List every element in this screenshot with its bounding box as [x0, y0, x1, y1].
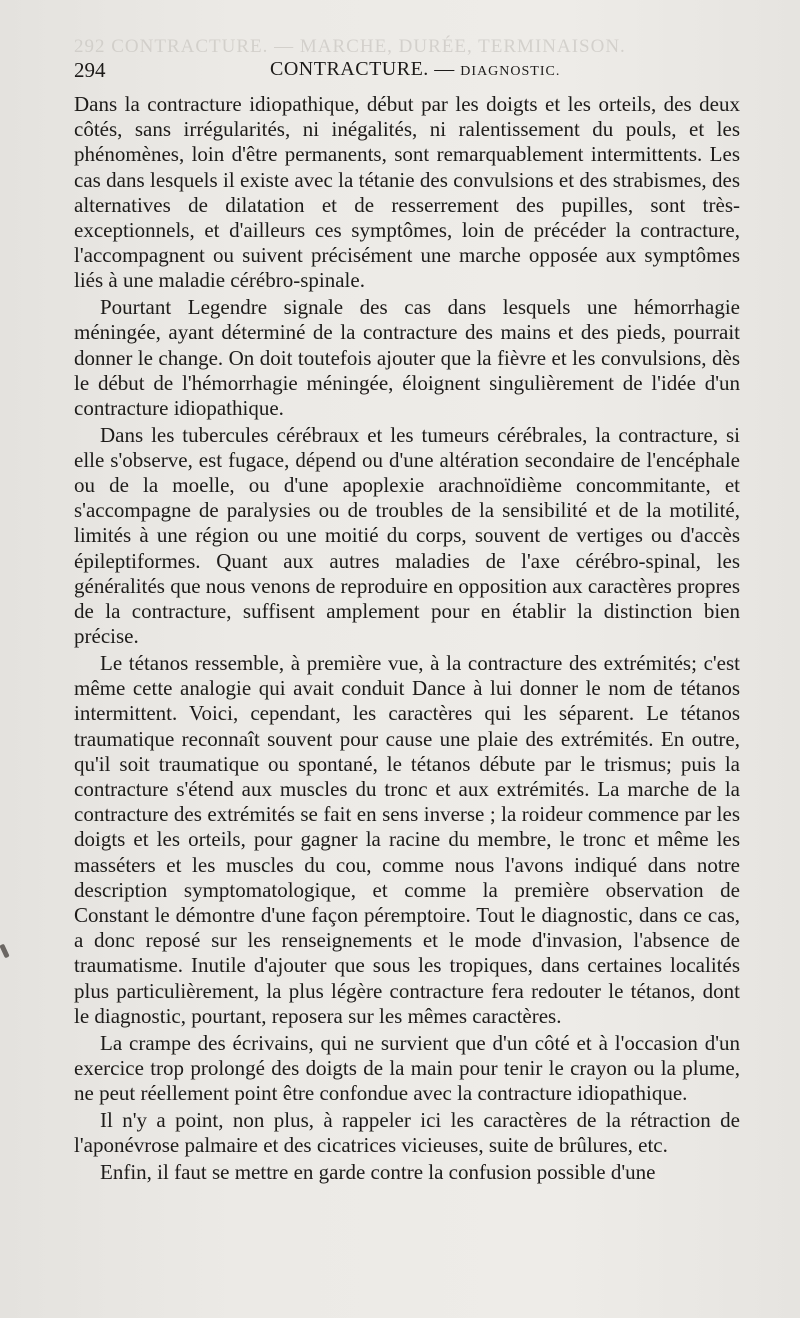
- margin-ink-mark: [0, 944, 10, 959]
- running-title: [270, 58, 560, 81]
- show-through-header: 292 CONTRACTURE. — MARCHE, DURÉE, TERMINAISON.: [74, 36, 626, 57]
- page-number: 294: [74, 58, 106, 82]
- paragraph-1: Dans la contracture idiopathique, début par les doigts et les orteils, des deux côtés, sans irrégularités, ni inégalités, ni ralentissement du pouls, et les phénomènes, loin d'être permanents, sont remarquablement intermittents. Les cas dans lesquels il existe avec la tétanie des convulsions et des strabismes, des alternatives de dilatation et de resserrement des pupilles, sont très-exceptionnels, et d'ailleurs ces symptômes, loin de précéder la contracture, l'accompagnent ou suivent précisément une marche opposée aux symptômes liés à une maladie cérébro-spinale.: [74, 92, 740, 293]
- paragraph-3: Dans les tubercules cérébraux et les tumeurs cérébrales, la contracture, si elle s'observe, est fugace, dépend ou d'une altération secondaire de l'encéphale ou de la moelle, ou d'une apoplexie arachnoïdième concommitante, et s'accompagne de paralysies ou de troubles de la sensibilité et de la motilité, limités à une région ou une moitié du corps, souvent de vertiges ou d'accès épileptiformes. Quant aux autres maladies de l'axe cérébro-spinal, les généralités que nous venons de reproduire en opposition aux caractères propres de la contracture, suffisent amplement pour en établir la distinction bien précise.: [74, 422, 740, 649]
- paragraph-5: La crampe des écrivains, qui ne survient que d'un côté et à l'occasion d'un exercice trop prolongé des doigts de la main pour tenir le crayon ou la plume, ne peut réellement point être confondue avec la contracture idiopathique.: [74, 1030, 740, 1105]
- running-title-dash: —: [434, 58, 455, 80]
- running-header: [74, 58, 740, 88]
- paragraph-7: Enfin, il faut se mettre en garde contre la confusion possible d'une: [100, 1159, 656, 1184]
- running-title-sub: DIAGNOSTIC.: [460, 64, 561, 79]
- paragraph-2: Pourtant Legendre signale des cas dans lesquels une hémorrhagie méningée, ayant déterminé de la contracture des mains et des pieds, pourrait donner le change. On doit toutefois ajouter que la fièvre et les convulsions, dès le début de l'hémorrhagie méningée, éloignent singulièrement de l'idée d'un contracture idiopathique.: [74, 295, 740, 420]
- body-text: [74, 92, 740, 1185]
- paragraph-4: Le tétanos ressemble, à première vue, à la contracture des extrémités; c'est même cette analogie qui avait conduit Dance à lui donner le nom de tétanos intermittent. Voici, cependant, les caractères qui les séparent. Le tétanos traumatique reconnaît souvent pour cause une plaie des extrémités. En outre, qu'il soit traumatique ou spontané, le tétanos débute par le trismus; puis la contracture s'étend aux muscles du tronc et aux extrémités. La marche de la contracture des extrémités se fait en sens inverse ; la roideur commence par les doigts et les orteils, pour gagner la racine du membre, le tronc et même les masséters et les muscles du cou, comme nous l'avons indiqué dans notre description symptomatologique, et comme la première observation de Constant le démontre d'une façon péremptoire. Tout le diagnostic, dans ce cas, a donc reposé sur les renseignements et le mode d'invasion, l'absence de traumatisme. Inutile d'ajouter que sous les tropiques, dans certaines localités plus particulièrement, la plus légère contracture fera redouter le tétanos, dont le diagnostic, pourtant, reposera sur les mêmes caractères.: [74, 650, 740, 1028]
- running-title-main: CONTRACTURE.: [270, 58, 429, 80]
- paragraph-6: Il n'y a point, non plus, à rappeler ici les caractères de la rétraction de l'aponévrose palmaire et des cicatrices vicieuses, suite de brûlures, etc.: [74, 1107, 740, 1157]
